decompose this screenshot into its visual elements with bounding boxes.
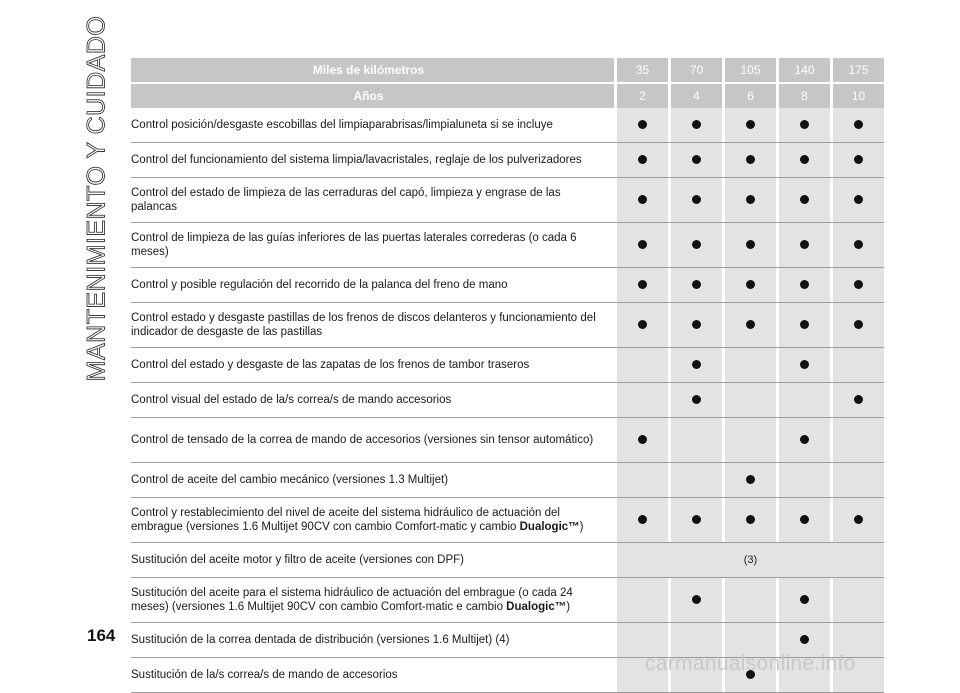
check-dot-icon [638, 240, 647, 249]
row-description [131, 543, 614, 578]
interval-cell [779, 268, 830, 303]
row-description [131, 418, 614, 463]
row-text: Sustitución de la correa dentada de distribución (versiones 1.6 Multijet) (4) [131, 634, 510, 646]
header-km-value: 140 [779, 58, 830, 83]
interval-cell [617, 223, 668, 268]
row-description [131, 268, 614, 303]
interval-cell [833, 178, 884, 223]
interval-cell [671, 303, 722, 348]
check-dot-icon [746, 515, 755, 524]
table-row [131, 578, 884, 623]
check-dot-icon [854, 155, 863, 164]
interval-cell [833, 108, 884, 143]
interval-cell [833, 498, 884, 543]
interval-cell [833, 463, 884, 498]
check-dot-icon [800, 320, 809, 329]
header-km-value: 35 [617, 58, 668, 83]
interval-cell [833, 223, 884, 268]
check-dot-icon [854, 320, 863, 329]
check-dot-icon [638, 320, 647, 329]
row-text: Control estado y desgaste pastillas de los frenos de discos delanteros y funcionamiento del indicador de desgaste de las pastillas [131, 312, 596, 338]
check-dot-icon [800, 240, 809, 249]
table-row [131, 418, 884, 463]
table-row [131, 463, 884, 498]
row-text: Control y posible regulación del recorrido de la palanca del freno de mano [131, 279, 508, 291]
table-row [131, 348, 884, 383]
interval-cell [779, 418, 830, 463]
row-text: Control de aceite del cambio mecánico (versiones 1.3 Multijet) [131, 474, 449, 486]
table-row [131, 498, 884, 543]
row-text: Control del funcionamiento del sistema limpia/lavacristales, reglaje de los pulverizadores [131, 154, 582, 166]
interval-cell [725, 578, 776, 623]
header-year-value: 6 [725, 83, 776, 108]
header-year-value: 2 [617, 83, 668, 108]
interval-cell [671, 498, 722, 543]
table-row [131, 383, 884, 418]
interval-cell [725, 418, 776, 463]
row-description [131, 143, 614, 178]
row-note-cell [617, 543, 884, 578]
check-dot-icon [854, 395, 863, 404]
page-number: 164 [87, 626, 116, 645]
row-text: Sustitución del aceite para el sistema hidráulico de actuación del embrague (o cada 24 meses) (versiones 1.6 Multijet 90CV con cambio Comfort-matic e cambio [131, 587, 573, 613]
row-description [131, 498, 614, 543]
check-dot-icon [692, 155, 701, 164]
interval-cell [617, 418, 668, 463]
check-dot-icon [746, 240, 755, 249]
check-dot-icon [692, 515, 701, 524]
header-km-value: 105 [725, 58, 776, 83]
table-row [131, 268, 884, 303]
row-description [131, 658, 614, 693]
row-text: Control visual del estado de la/s correa/s de mando accesorios [131, 394, 452, 406]
check-dot-icon [854, 515, 863, 524]
table-row [131, 108, 884, 143]
interval-cell [671, 268, 722, 303]
interval-cell [725, 463, 776, 498]
check-dot-icon [746, 195, 755, 204]
check-dot-icon [854, 120, 863, 129]
side-title-text: MANTENIMIENTO Y CUIDADO [82, 15, 111, 381]
interval-cell [725, 223, 776, 268]
check-dot-icon [638, 515, 647, 524]
check-dot-icon [800, 360, 809, 369]
interval-cell [671, 383, 722, 418]
check-dot-icon [800, 595, 809, 604]
interval-cell [617, 348, 668, 383]
interval-cell [833, 383, 884, 418]
check-dot-icon [638, 155, 647, 164]
header-year-value: 4 [671, 83, 722, 108]
check-dot-icon [692, 395, 701, 404]
row-text-bold: Dualogic™ [519, 521, 580, 533]
check-dot-icon [746, 280, 755, 289]
check-dot-icon [692, 360, 701, 369]
check-dot-icon [692, 320, 701, 329]
row-text: Control y restablecimiento del nivel de aceite del sistema hidráulico de actuación del embrague (versiones 1.6 Multijet 90CV con cambio Comfort-matic y cambio [131, 507, 560, 533]
interval-cell [725, 498, 776, 543]
interval-cell [779, 383, 830, 418]
check-dot-icon [800, 195, 809, 204]
table-row [131, 303, 884, 348]
row-description [131, 348, 614, 383]
footer-watermark-url: carmanualsonline.info [645, 652, 856, 675]
interval-cell [833, 348, 884, 383]
row-description [131, 623, 614, 658]
interval-cell [617, 578, 668, 623]
header-km-value: 70 [671, 58, 722, 83]
interval-cell [779, 463, 830, 498]
check-dot-icon [746, 120, 755, 129]
interval-cell [779, 303, 830, 348]
check-dot-icon [638, 195, 647, 204]
header-year-value: 8 [779, 83, 830, 108]
row-text: Sustitución de la/s correa/s de mando de accesorios [131, 669, 398, 681]
row-text: Control posición/desgaste escobillas del limpiaparabrisas/limpialuneta si se incluye [131, 119, 553, 131]
row-description [131, 223, 614, 268]
section-side-title [77, 15, 117, 381]
interval-cell [617, 108, 668, 143]
row-description [131, 578, 614, 623]
check-dot-icon [746, 475, 755, 484]
interval-cell [671, 418, 722, 463]
row-text-bold: Dualogic™ [506, 601, 567, 613]
interval-cell [779, 143, 830, 178]
interval-cell [617, 498, 668, 543]
table-body [131, 108, 884, 693]
interval-cell [671, 578, 722, 623]
check-dot-icon [854, 280, 863, 289]
interval-cell [779, 178, 830, 223]
interval-cell [617, 463, 668, 498]
row-description [131, 108, 614, 143]
row-description [131, 303, 614, 348]
interval-cell [725, 178, 776, 223]
interval-cell [617, 383, 668, 418]
check-dot-icon [800, 435, 809, 444]
interval-cell [725, 268, 776, 303]
row-text: Control del estado de limpieza de las cerraduras del capó, limpieza y engrase de las palancas [131, 187, 561, 213]
interval-cell [833, 143, 884, 178]
check-dot-icon [692, 240, 701, 249]
check-dot-icon [746, 320, 755, 329]
interval-cell [833, 418, 884, 463]
maintenance-table [131, 58, 884, 693]
row-text-suffix: ) [566, 601, 571, 613]
header-km-value: 175 [833, 58, 884, 83]
header-year-value: 10 [833, 83, 884, 108]
interval-cell [617, 268, 668, 303]
check-dot-icon [800, 120, 809, 129]
table-row [131, 543, 884, 578]
check-dot-icon [800, 635, 809, 644]
interval-cell [671, 223, 722, 268]
check-dot-icon [800, 280, 809, 289]
interval-cell [725, 383, 776, 418]
row-description [131, 383, 614, 418]
interval-cell [671, 178, 722, 223]
check-dot-icon [638, 435, 647, 444]
interval-cell [779, 498, 830, 543]
interval-cell [617, 178, 668, 223]
interval-cell [833, 303, 884, 348]
interval-cell [833, 268, 884, 303]
interval-cell [779, 223, 830, 268]
check-dot-icon [638, 280, 647, 289]
check-dot-icon [692, 195, 701, 204]
check-dot-icon [692, 595, 701, 604]
check-dot-icon [854, 195, 863, 204]
row-text: Sustitución del aceite motor y filtro de aceite (versiones con DPF) [131, 554, 465, 566]
table-row [131, 143, 884, 178]
table-row [131, 223, 884, 268]
header-row-years [131, 83, 884, 108]
interval-cell [779, 348, 830, 383]
check-dot-icon [692, 280, 701, 289]
header-years-label: Años [131, 83, 614, 108]
header-row-km [131, 58, 884, 83]
row-text-suffix: ) [579, 521, 584, 533]
interval-cell [725, 348, 776, 383]
check-dot-icon [800, 155, 809, 164]
interval-cell [779, 108, 830, 143]
interval-cell [671, 108, 722, 143]
header-km-label: Miles de kilómetros [131, 58, 614, 83]
interval-cell [725, 108, 776, 143]
row-description [131, 178, 614, 223]
check-dot-icon [800, 515, 809, 524]
interval-cell [617, 303, 668, 348]
row-text: Control de limpieza de las guías inferiores de las puertas laterales correderas (o cada 6 meses) [131, 232, 577, 258]
check-dot-icon [692, 120, 701, 129]
interval-cell [833, 578, 884, 623]
interval-cell [671, 463, 722, 498]
check-dot-icon [746, 155, 755, 164]
interval-cell [725, 303, 776, 348]
row-description [131, 463, 614, 498]
check-dot-icon [638, 120, 647, 129]
interval-cell [617, 143, 668, 178]
table-row [131, 178, 884, 223]
row-text: Control de tensado de la correa de mando de accesorios (versiones sin tensor automático) [131, 434, 594, 446]
interval-cell [725, 143, 776, 178]
interval-cell [671, 143, 722, 178]
row-note: (3) [743, 554, 758, 566]
interval-cell [671, 348, 722, 383]
row-text: Control del estado y desgaste de las zapatas de los frenos de tambor traseros [131, 359, 530, 371]
interval-cell [779, 578, 830, 623]
check-dot-icon [854, 240, 863, 249]
